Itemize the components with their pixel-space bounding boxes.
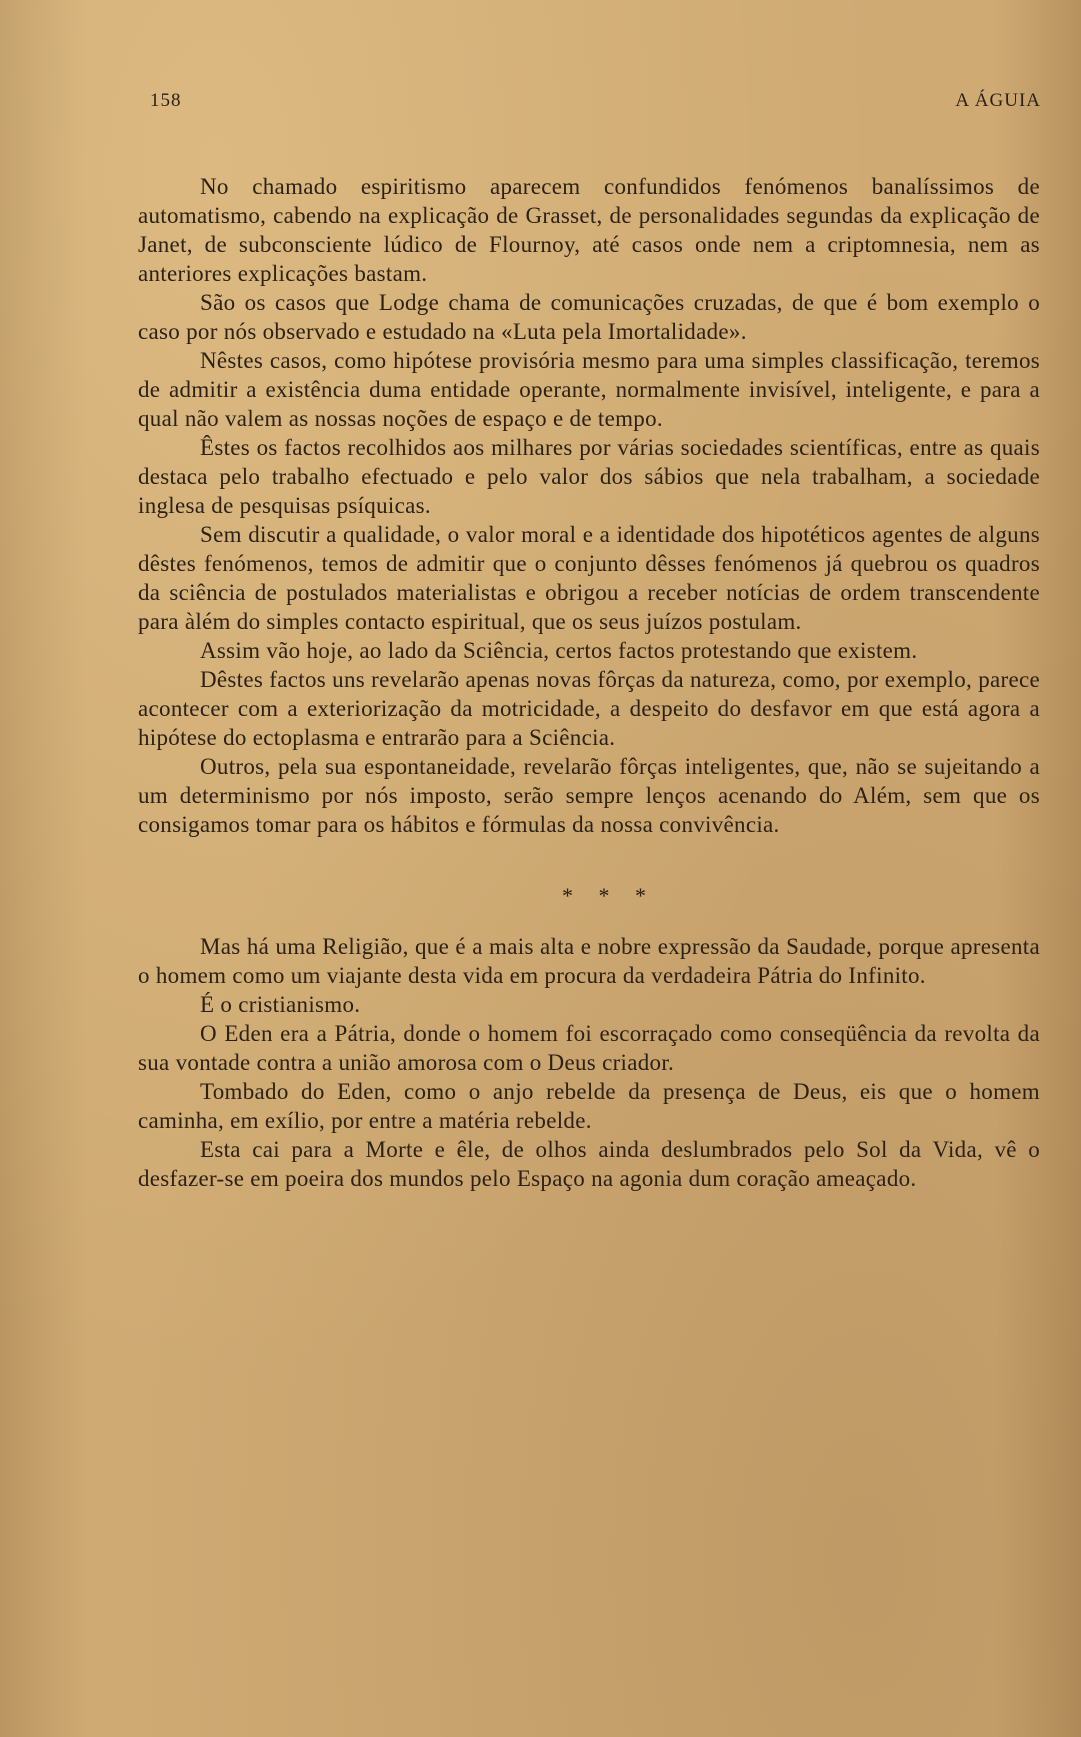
section-separator: * * * <box>562 883 656 908</box>
running-head: A ÁGUIA <box>955 90 1041 111</box>
paragraph: Outros, pela sua espontaneidade, revelarão fôrças inteligentes, que, não se sujeitando a um determinismo por nós imposto, serão sempre lenços acenando do Além, sem que os consigamos tomar para os hábitos e fórmulas da nossa convivência. <box>138 754 1040 837</box>
page-number: 158 <box>150 90 182 111</box>
paragraph: Nêstes casos, como hipótese provisória mesmo para uma simples classificação, teremos de admitir a existência duma entidade operante, normalmente invisível, inteligente, e para a qual não valem as nossas noções de espaço e de tempo. <box>138 348 1040 431</box>
paragraph: Tombado do Eden, como o anjo rebelde da presença de Deus, eis que o homem caminha, em exílio, por entre a matéria rebelde. <box>138 1079 1040 1133</box>
paragraph: Dêstes factos uns revelarão apenas novas fôrças da natureza, como, por exemplo, parece acontecer com a exteriorização da motricidade, a despeito do desfavor em que está agora a hipótese do ectoplasma e entrarão para a Sciência. <box>138 667 1040 750</box>
paragraph: Êstes os factos recolhidos aos milhares por várias sociedades scientíficas, entre as quais destaca pelo trabalho efectuado e pelo valor dos sábios que nela trabalham, a sociedade inglesa de pesquisas psíquicas. <box>138 435 1040 518</box>
paragraph: São os casos que Lodge chama de comunicações cruzadas, de que é bom exemplo o caso por nós observado e estudado na «Luta pela Imortalidade». <box>138 290 1040 344</box>
page-header <box>0 90 1081 120</box>
page-body <box>138 172 1040 1193</box>
paragraph: No chamado espiritismo aparecem confundidos fenómenos banalíssimos de automatismo, cabendo na explicação de Grasset, de personalidades segundas da explicação de Janet, de subconsciente lúdico de Flournoy, até casos onde nem a criptomnesia, nem as anteriores explicações bastam. <box>138 174 1040 286</box>
paragraph: Esta cai para a Morte e êle, de olhos ainda deslumbrados pelo Sol da Vida, vê o desfazer-se em poeira dos mundos pelo Espaço na agonia dum coração ameaçado. <box>138 1137 1040 1191</box>
paragraph: Mas há uma Religião, que é a mais alta e nobre expressão da Saudade, porque apresenta o homem como um viajante desta vida em procura da verdadeira Pátria do Infinito. <box>138 934 1040 988</box>
paragraph: Assim vão hoje, ao lado da Sciência, certos factos protestando que existem. <box>200 638 918 663</box>
paragraph: O Eden era a Pátria, donde o homem foi escorraçado como conseqüência da revolta da sua vontade contra a união amorosa com o Deus criador. <box>138 1021 1040 1075</box>
paragraph: É o cristianismo. <box>200 992 361 1017</box>
paragraph: Sem discutir a qualidade, o valor moral e a identidade dos hipotéticos agentes de alguns dêstes fenómenos, temos de admitir que o conjunto dêsses fenómenos já quebrou os quadros da sciência de postulados materialistas e obrigou a receber notícias de ordem transcendente para àlém do simples contacto espiritual, que os seus juízos postulam. <box>138 522 1040 634</box>
